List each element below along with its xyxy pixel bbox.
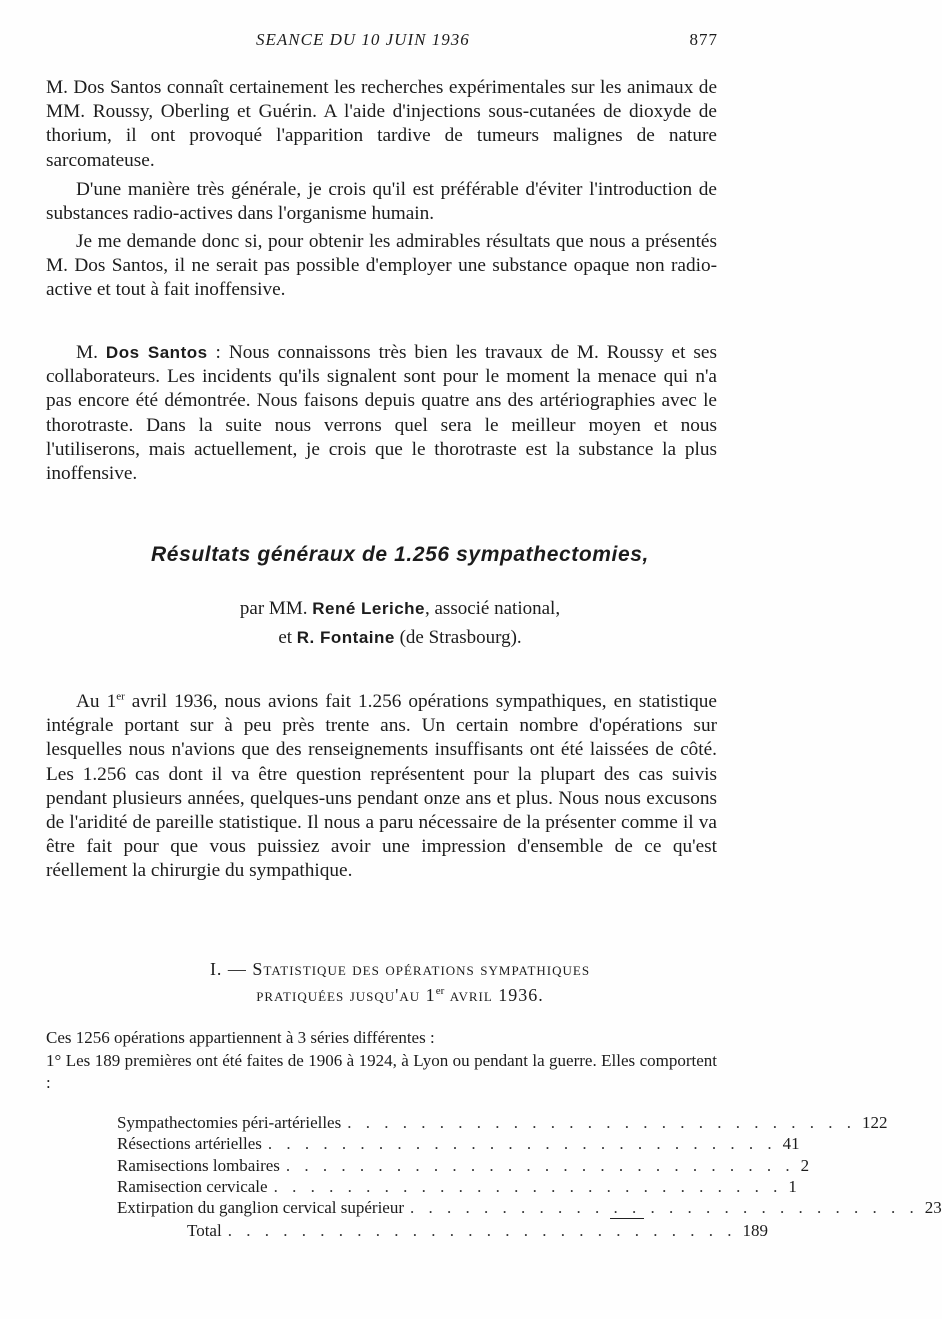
table-row: Résections artérielles . . . . . . . . . . . . . . . . . . . . . . . . . . . . 41	[117, 1134, 800, 1154]
running-title: SEANCE DU 10 JUIN 1936	[256, 30, 470, 49]
table-row: Extirpation du ganglion cervical supérieur . . . . . . . . . . . . . . . . . . . . . . . . . . . . 23	[117, 1198, 942, 1218]
article-title: Résultats généraux de 1.256 sympathectomies,	[151, 543, 649, 566]
body-paragraph-1: Au 1er avril 1936, nous avions fait 1.256 opérations sympathiques, en statistique intégrale portant sur à peu près trente ans. Un certain nombre d'opérations sur lesquelles nous n'avions que des renseignements insuffisants ont été laissées de côté. Les 1.256 cas dont il va être question représentent pour la plupart des cas suivis pendant plusieurs années, quelques-uns pendant onze ans et plus. Nous nous excusons de l'aridité de pareille statistique. Il nous a paru nécessaire de la présenter comme il va être fait pour que vous puissiez avoir une impression d'ensemble de ce qu'est réellement la chirurgie du sympathique.	[46, 690, 717, 882]
byline-line-2: et R. Fontaine (de Strasbourg).	[278, 627, 522, 648]
section-heading-line-2: pratiquées jusqu'au 1er avril 1936.	[256, 985, 544, 1005]
table-row: Ramisection cervicale . . . . . . . . . . . . . . . . . . . . . . . . . . . . 1	[117, 1176, 797, 1196]
speaker-name: Dos Santos	[105, 343, 208, 362]
reply-paragraph: M. Dos Santos : Nous connaissons très bien les travaux de M. Roussy et ses collaborateurs. Les incidents qu'ils signalent sont pour le moment la menace qui n'a pas encore été démontrée. Nous faisons depuis quatre ans des artériographies avec le thorotraste. Dans la suite nous verrons quel sera le meilleur moyen et nous l'utiliserons, mais actuellement, je crois que le thorotraste est la substance la plus inoffensive.	[46, 342, 717, 485]
byline-line-1: par MM. René Leriche, associé national,	[239, 598, 561, 619]
series-1-description: 1° Les 189 premières ont été faites de 1906 à 1924, à Lyon ou pendant la guerre. Elles comportent :	[46, 1051, 717, 1092]
table-row: Ramisections lombaires . . . . . . . . . . . . . . . . . . . . . . . . . . . . 2	[117, 1155, 810, 1175]
table-row: Sympathectomies péri-artérielles . . . . . . . . . . . . . . . . . . . . . . . . . . . . 122	[117, 1113, 888, 1132]
author-leriche: René Leriche	[312, 599, 425, 618]
operations-table	[117, 1113, 942, 1243]
sum-rule	[610, 1218, 644, 1219]
page-number: 877	[689, 30, 718, 49]
intro-paragraph-3: Je me demande donc si, pour obtenir les admirables résultats que nous a présentés M. Dos Santos, il ne serait pas possible d'employer une substance opaque non radio-active et tout à fait inoffensive.	[46, 231, 717, 301]
running-header	[46, 30, 718, 54]
table-total-row: Total . . . . . . . . . . . . . . . . . . . . . . . . . . . . 189	[187, 1221, 768, 1241]
series-intro: Ces 1256 opérations appartiennent à 3 séries différentes :	[46, 1028, 435, 1047]
section-heading-line-1: I. — Statistique des opérations sympathiques	[209, 959, 591, 979]
intro-paragraph-2: D'une manière très générale, je crois qu'il est préférable d'éviter l'introduction de substances radio-actives dans l'organisme humain.	[46, 179, 717, 225]
intro-paragraph-1: M. Dos Santos connaît certainement les recherches expérimentales sur les animaux de MM. Roussy, Oberling et Guérin. A l'aide d'injections sous-cutanées de dioxyde de thorium, il ont provoqué l'apparition tardive de tumeurs malignes de nature sarcomateuse.	[46, 77, 717, 171]
author-fontaine: R. Fontaine	[296, 628, 395, 647]
